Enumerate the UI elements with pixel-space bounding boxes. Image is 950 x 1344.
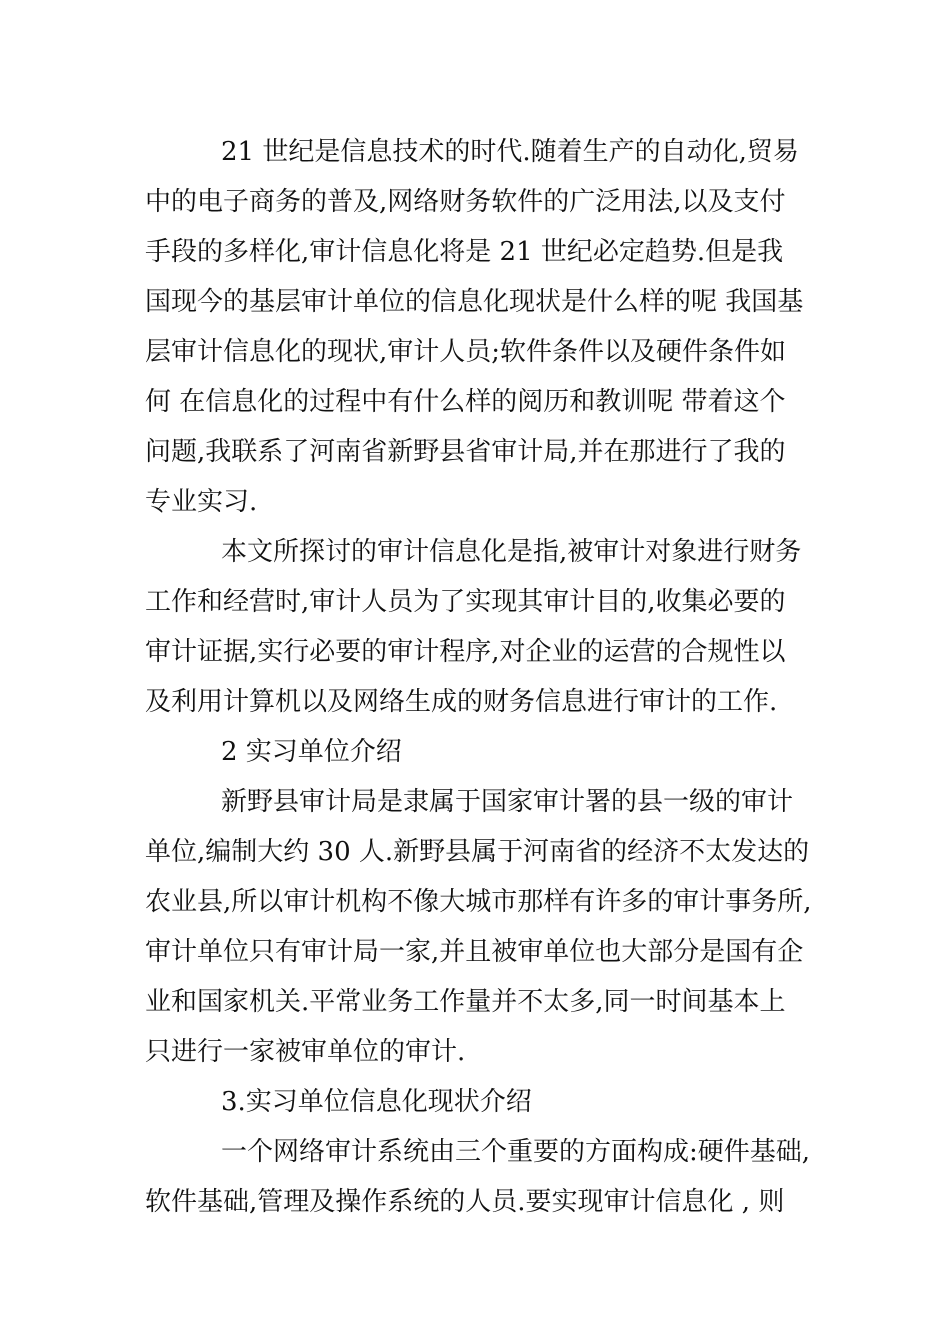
paragraph-1-line-6: 何 在信息化的过程中有什么样的阅历和教训呢 带着这个 xyxy=(145,387,786,417)
paragraph-4-line-2: 软件基础,管理及操作系统的人员.要实现审计信息化 , 则 xyxy=(145,1187,785,1217)
paragraph-2-line-4: 及利用计算机以及网络生成的财务信息进行审计的工作. xyxy=(145,687,778,717)
paragraph-1-line-2: 中的电子商务的普及,网络财务软件的广泛用法,以及支付 xyxy=(145,187,786,217)
paragraph-2-line-3: 审计证据,实行必要的审计程序,对企业的运营的合规性以 xyxy=(145,637,786,667)
paragraph-1-line-4: 国现今的基层审计单位的信息化现状是什么样的呢 我国基 xyxy=(145,287,804,317)
paragraph-1-line-3: 手段的多样化,审计信息化将是 21 世纪必定趋势.但是我 xyxy=(145,237,784,267)
section-heading-3: 3.实习单位信息化现状介绍 xyxy=(221,1087,532,1117)
paragraph-4-line-1: 一个网络审计系统由三个重要的方面构成:硬件基础, xyxy=(221,1137,811,1167)
paragraph-3-line-1: 新野县审计局是隶属于国家审计署的县一级的审计 xyxy=(221,787,794,817)
paragraph-3-line-2: 单位,编制大约 30 人.新野县属于河南省的经济不太发达的 xyxy=(145,837,810,867)
paragraph-1-line-8: 专业实习. xyxy=(145,487,258,517)
paragraph-2-line-2: 工作和经营时,审计人员为了实现其审计目的,收集必要的 xyxy=(145,587,786,617)
paragraph-3-line-6: 只进行一家被审单位的审计. xyxy=(145,1037,466,1067)
paragraph-1-line-7: 问题,我联系了河南省新野县省审计局,并在那进行了我的 xyxy=(145,437,786,467)
paragraph-3-line-4: 审计单位只有审计局一家,并且被审单位也大部分是国有企 xyxy=(145,937,804,967)
paragraph-2-line-1: 本文所探讨的审计信息化是指,被审计对象进行财务 xyxy=(221,537,802,567)
paragraph-3-line-3: 农业县,所以审计机构不像大城市那样有许多的审计事务所, xyxy=(145,887,812,917)
section-heading-2: 2 实习单位介绍 xyxy=(221,737,402,767)
paragraph-1-line-1: 21 世纪是信息技术的时代.随着生产的自动化,贸易 xyxy=(221,137,799,167)
paragraph-1-line-5: 层审计信息化的现状,审计人员;软件条件以及硬件条件如 xyxy=(145,337,787,367)
paragraph-3-line-5: 业和国家机关.平常业务工作量并不太多,同一时间基本上 xyxy=(145,987,786,1017)
